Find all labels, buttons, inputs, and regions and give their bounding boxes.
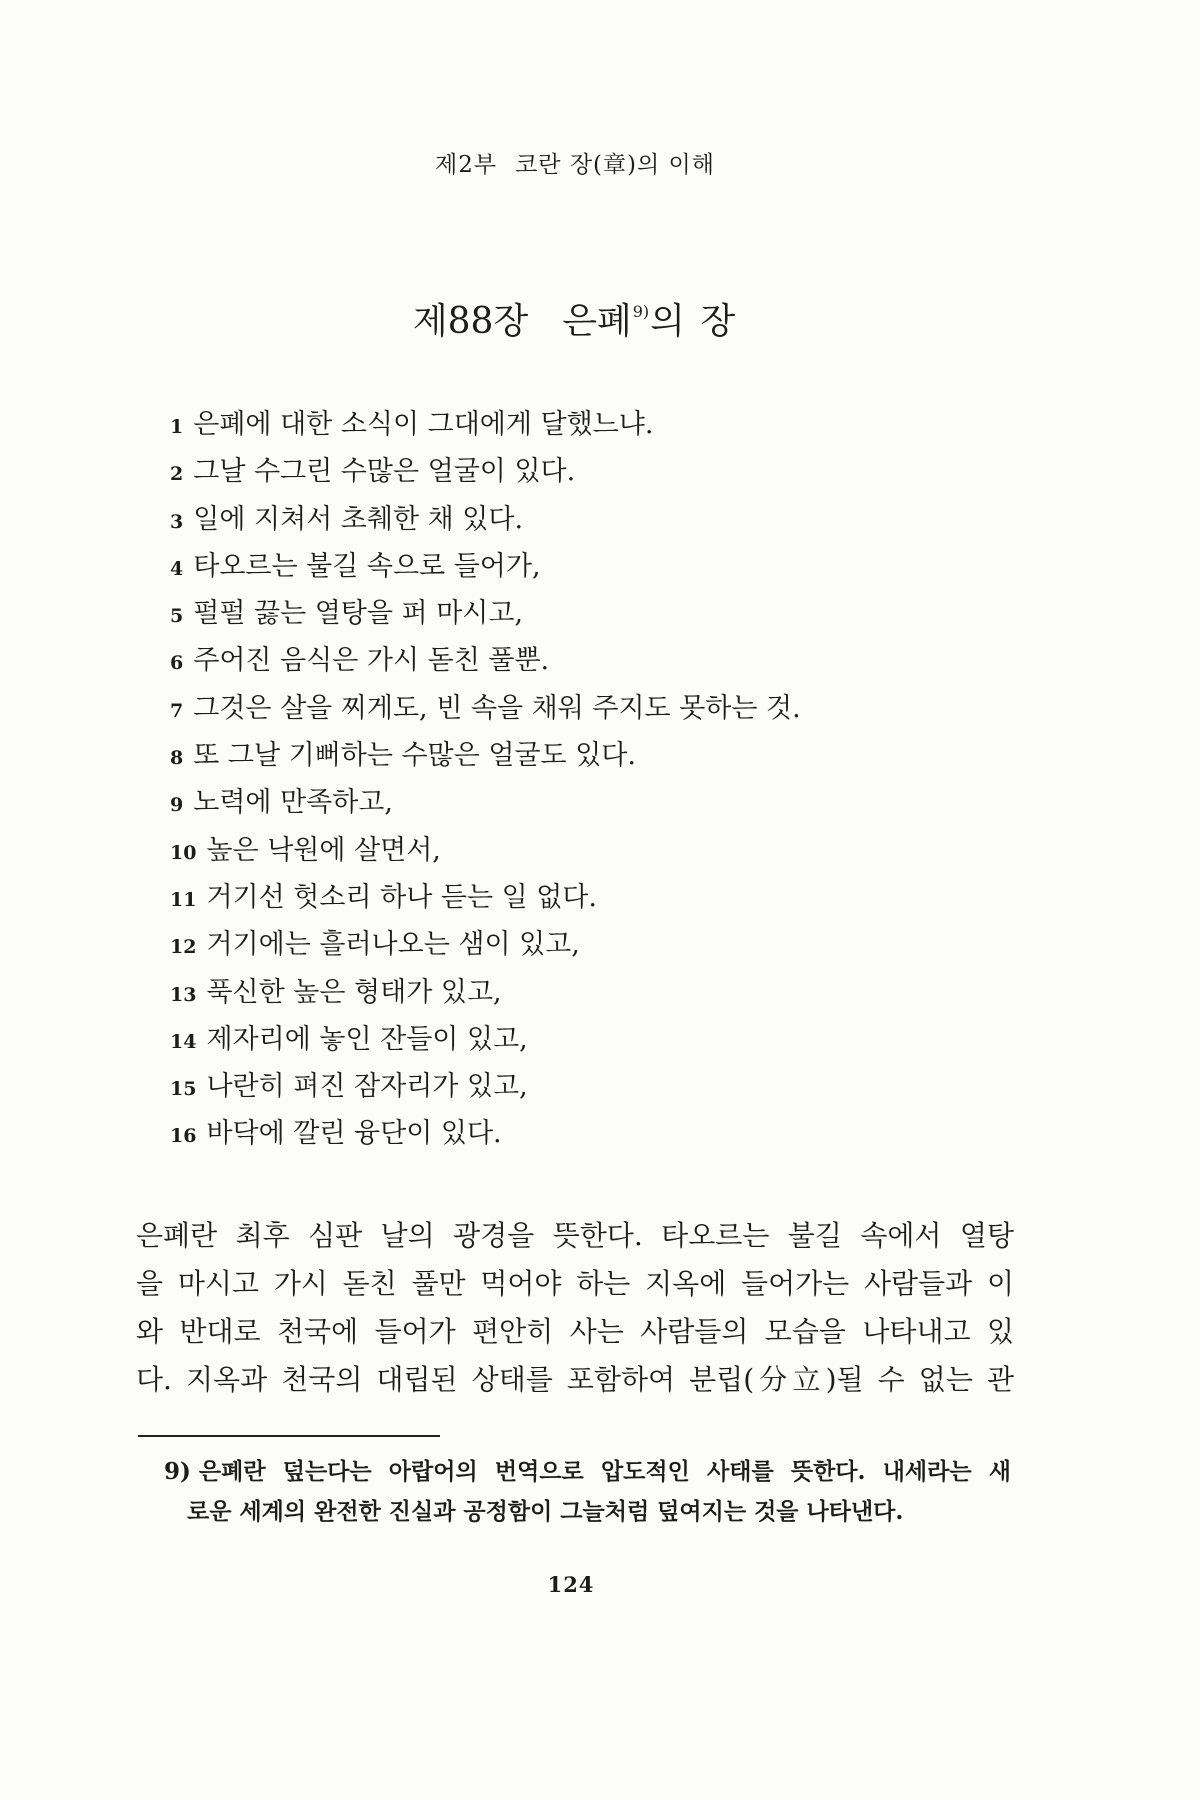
verse-text: 나란히 펴진 잠자리가 있고, xyxy=(206,1071,528,1103)
footnote-line xyxy=(164,1452,1011,1492)
verse-number: 3 xyxy=(170,510,184,533)
verse-line xyxy=(170,827,1010,874)
verse-text: 은폐에 대한 소식이 그대에게 달했느냐. xyxy=(193,409,654,440)
chapter-number: 제88장 xyxy=(412,301,529,342)
verse-line xyxy=(170,685,1010,732)
verse-text: 그날 수그린 수많은 얼굴이 있다. xyxy=(193,456,576,488)
commentary-line: 와 반대로 천국에 들어가 편안히 사는 사람들의 모습을 나타내고 있 xyxy=(136,1314,1014,1348)
verse-number: 10 xyxy=(170,841,197,864)
verse-text: 푹신한 높은 형태가 있고, xyxy=(206,976,502,1008)
verse-text: 일에 지쳐서 초췌한 채 있다. xyxy=(193,503,524,535)
running-header-title: 코란 장(章)의 이해 xyxy=(515,152,715,178)
running-header xyxy=(136,150,1014,180)
verse-line xyxy=(170,874,1010,921)
verse-number: 16 xyxy=(170,1125,197,1148)
verse-line xyxy=(170,779,1010,826)
verse-text: 타오르는 불길 속으로 들어가, xyxy=(193,550,541,582)
verse-text: 그것은 살을 찌게도, 빈 속을 채워 주지도 못하는 것. xyxy=(193,692,801,724)
verse-text: 또 그날 기뻐하는 수많은 얼굴도 있다. xyxy=(193,740,636,772)
verse-line xyxy=(170,921,1010,968)
verse-number: 1 xyxy=(170,416,184,438)
verse-text: 주어진 음식은 가시 돋친 풀뿐. xyxy=(193,645,550,677)
verse-number: 4 xyxy=(170,557,184,580)
verse-line xyxy=(170,969,1010,1016)
verse-number: 9 xyxy=(170,794,184,817)
commentary-line: 다. 지옥과 천국의 대립된 상태를 포함하여 분립(分立)될 수 없는 관 xyxy=(136,1362,1014,1396)
verse-text: 펄펄 끓는 열탕을 퍼 마시고, xyxy=(193,598,524,630)
verse-number: 12 xyxy=(170,936,197,959)
chapter-title-suffix: 의 장 xyxy=(650,301,738,342)
footnote-line xyxy=(164,1492,1011,1532)
verse-number: 14 xyxy=(170,1030,197,1053)
chapter-name: 은폐 xyxy=(562,301,632,342)
verse-number: 7 xyxy=(170,699,184,722)
verse-line xyxy=(170,1110,1010,1157)
verse-text: 높은 낙원에 살면서, xyxy=(206,834,441,866)
verse-text: 거기에는 흘러나오는 샘이 있고, xyxy=(206,929,580,961)
verse-text: 노력에 만족하고, xyxy=(193,787,393,819)
verse-text: 거기선 헛소리 하나 듣는 일 없다. xyxy=(206,881,598,913)
verse-line xyxy=(170,1063,1010,1110)
verse-text: 제자리에 놓인 잔들이 있고, xyxy=(206,1023,528,1055)
commentary-line: 을 마시고 가시 돋친 풀만 먹어야 하는 지옥에 들어가는 사람들과 이 xyxy=(136,1266,1014,1300)
footnote xyxy=(164,1452,1011,1532)
verse-text: 바닥에 깔린 융단이 있다. xyxy=(206,1118,502,1150)
verse-number: 2 xyxy=(170,463,184,486)
verse-line xyxy=(170,637,1010,684)
verse-line xyxy=(170,448,1010,495)
footnote-text: 은폐란 덮는다는 아랍어의 번역으로 압도적인 사태를 뜻한다. 내세라는 새 xyxy=(198,1458,1011,1485)
chapter-title xyxy=(136,300,1014,350)
verse-number: 8 xyxy=(170,747,184,770)
footnote-divider xyxy=(138,1435,440,1437)
footnote-marker: 9) xyxy=(164,1458,191,1485)
commentary-line: 은폐란 최후 심판 날의 광경을 뜻한다. 타오르는 불길 속에서 열탕 xyxy=(136,1219,1014,1252)
verse-line xyxy=(170,543,1010,590)
page-number: 124 xyxy=(547,1572,595,1597)
footnote-text: 로운 세계의 완전한 진실과 공정함이 그늘처럼 덮여지는 것을 나타낸다. xyxy=(187,1498,904,1525)
verse-number: 15 xyxy=(170,1078,197,1101)
verse-line xyxy=(170,590,1010,637)
verse-number: 11 xyxy=(170,888,197,911)
verse-number: 5 xyxy=(170,605,184,628)
verse-line xyxy=(170,732,1010,779)
verse-line xyxy=(170,1016,1010,1063)
commentary-paragraph xyxy=(136,1212,1014,1404)
verse-list xyxy=(170,401,1010,1158)
running-header-part: 제2부 xyxy=(435,152,498,178)
verse-number: 6 xyxy=(170,652,184,675)
verse-line xyxy=(170,401,1010,448)
verse-line xyxy=(170,496,1010,543)
footnote-reference: 9) xyxy=(632,302,650,321)
verse-number: 13 xyxy=(170,983,197,1006)
